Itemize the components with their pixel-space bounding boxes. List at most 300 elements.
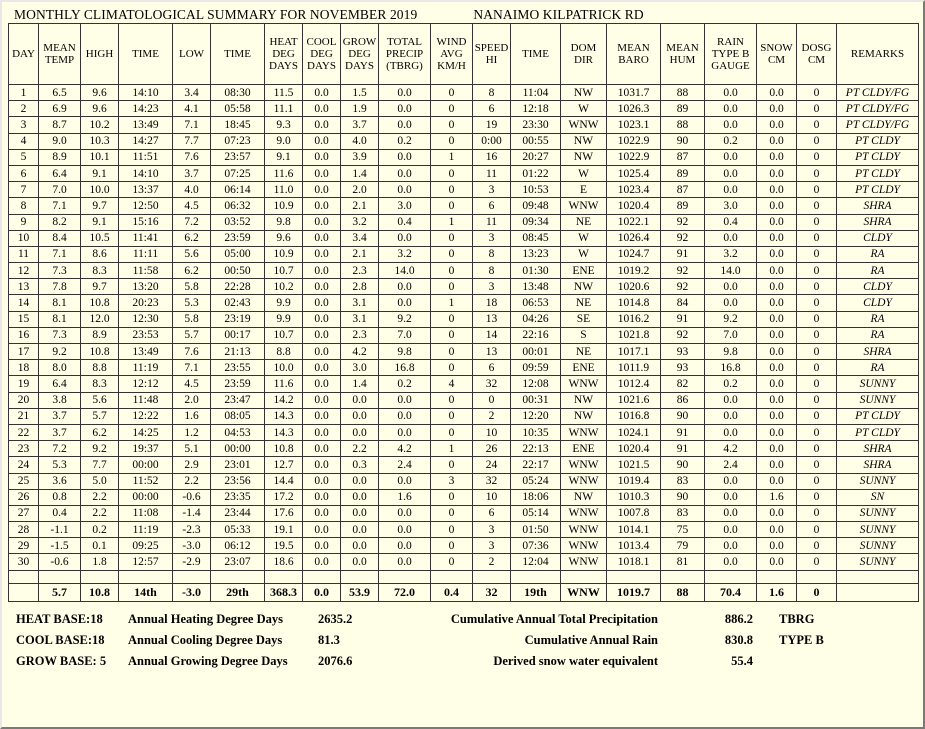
cell-domdir: NE — [561, 344, 607, 360]
cell-low: 2.0 — [173, 392, 211, 408]
total-time3: 19th — [511, 583, 561, 601]
table-row — [9, 133, 919, 149]
cell-baro: 1007.8 — [607, 505, 661, 521]
cell-snow: 0.0 — [757, 327, 797, 343]
column-header-speed — [473, 24, 511, 85]
spacer-cell — [9, 570, 39, 583]
cell-time1: 13:49 — [119, 344, 173, 360]
cell-mean: 7.1 — [39, 198, 81, 214]
cell-remarks: PT CLDY — [837, 424, 919, 440]
cell-time3: 04:26 — [511, 311, 561, 327]
cell-heat: 9.6 — [265, 230, 303, 246]
cell-time3: 01:50 — [511, 522, 561, 538]
cell-cool: 0.0 — [303, 554, 341, 570]
cell-day: 28 — [9, 522, 39, 538]
cell-baro: 1013.4 — [607, 538, 661, 554]
cell-hum: 83 — [661, 505, 705, 521]
cell-grow: 3.7 — [341, 117, 379, 133]
cell-low: 5.7 — [173, 327, 211, 343]
cell-low: 5.6 — [173, 246, 211, 262]
cell-speed: 8 — [473, 246, 511, 262]
cell-wind: 1 — [431, 295, 473, 311]
cell-grow: 2.1 — [341, 246, 379, 262]
cell-heat: 11.6 — [265, 165, 303, 181]
cell-grow: 4.2 — [341, 344, 379, 360]
cell-time1: 12:12 — [119, 376, 173, 392]
cell-remarks: PT CLDY — [837, 165, 919, 181]
cell-snow: 0.0 — [757, 230, 797, 246]
cell-low: 1.2 — [173, 424, 211, 440]
cell-precip: 0.2 — [379, 133, 431, 149]
cell-time2: 03:52 — [211, 214, 265, 230]
table-row — [9, 473, 919, 489]
cell-day: 14 — [9, 295, 39, 311]
column-header-line: MEAN — [617, 41, 650, 54]
cell-time2: 23:59 — [211, 376, 265, 392]
cell-baro: 1011.9 — [607, 360, 661, 376]
header-row — [9, 24, 919, 85]
cell-baro: 1021.6 — [607, 392, 661, 408]
cell-precip: 16.8 — [379, 360, 431, 376]
spacer-cell — [561, 570, 607, 583]
cell-baro: 1026.4 — [607, 230, 661, 246]
cell-hum: 91 — [661, 441, 705, 457]
cell-rain: 0.0 — [705, 554, 757, 570]
cell-domdir: WNW — [561, 457, 607, 473]
cell-day: 24 — [9, 457, 39, 473]
cell-remarks: CLDY — [837, 230, 919, 246]
cell-hum: 93 — [661, 344, 705, 360]
cell-wind: 0 — [431, 182, 473, 198]
cell-snow: 0.0 — [757, 473, 797, 489]
cell-grow: 1.5 — [341, 85, 379, 101]
cell-high: 10.0 — [81, 182, 119, 198]
cell-hum: 89 — [661, 101, 705, 117]
cell-speed: 11 — [473, 165, 511, 181]
cell-domdir: WNW — [561, 522, 607, 538]
cell-day: 15 — [9, 311, 39, 327]
cell-rain: 0.0 — [705, 182, 757, 198]
cell-rain: 0.0 — [705, 538, 757, 554]
cell-rain: 0.2 — [705, 133, 757, 149]
cell-dosg: 0 — [797, 473, 837, 489]
cell-wind: 0 — [431, 344, 473, 360]
cell-precip: 0.0 — [379, 522, 431, 538]
cell-grow: 3.0 — [341, 360, 379, 376]
cell-mean: 3.7 — [39, 408, 81, 424]
cell-high: 9.7 — [81, 279, 119, 295]
cell-mean: 8.9 — [39, 149, 81, 165]
title-text: MONTHLY CLIMATOLOGICAL SUMMARY FOR NOVEMBER 2019 — [14, 7, 418, 22]
total-speed: 32 — [473, 583, 511, 601]
cell-time2: 05:58 — [211, 101, 265, 117]
cell-baro: 1023.1 — [607, 117, 661, 133]
spacer-cell — [511, 570, 561, 583]
cell-dosg: 0 — [797, 133, 837, 149]
spacer-row — [9, 570, 919, 583]
cell-heat: 14.2 — [265, 392, 303, 408]
cell-baro: 1025.4 — [607, 165, 661, 181]
cell-cool: 0.0 — [303, 279, 341, 295]
cell-precip: 9.2 — [379, 311, 431, 327]
cell-precip: 0.0 — [379, 85, 431, 101]
totals-row — [9, 583, 919, 601]
cell-heat: 14.4 — [265, 473, 303, 489]
cell-hum: 93 — [661, 360, 705, 376]
table-row — [9, 538, 919, 554]
cell-dosg: 0 — [797, 441, 837, 457]
cell-domdir: NE — [561, 295, 607, 311]
cell-hum: 81 — [661, 554, 705, 570]
cell-mean: 7.3 — [39, 263, 81, 279]
column-header-line: PRECIP — [385, 47, 424, 60]
cell-low: -1.4 — [173, 505, 211, 521]
spacer-cell — [705, 570, 757, 583]
cell-time1: 11:11 — [119, 246, 173, 262]
cell-snow: 0.0 — [757, 101, 797, 117]
cell-domdir: ENE — [561, 263, 607, 279]
cell-high: 10.5 — [81, 230, 119, 246]
cell-speed: 6 — [473, 101, 511, 117]
cell-hum: 90 — [661, 489, 705, 505]
cell-domdir: NW — [561, 133, 607, 149]
cell-high: 0.1 — [81, 538, 119, 554]
cell-dosg: 0 — [797, 538, 837, 554]
cell-time3: 05:24 — [511, 473, 561, 489]
cell-heat: 10.9 — [265, 198, 303, 214]
cell-precip: 3.0 — [379, 198, 431, 214]
cell-wind: 0 — [431, 198, 473, 214]
cell-remarks: RA — [837, 311, 919, 327]
column-header-heat — [265, 24, 303, 85]
cell-wind: 0 — [431, 505, 473, 521]
cell-time3: 00:55 — [511, 133, 561, 149]
column-header-wind — [431, 24, 473, 85]
cell-hum: 82 — [661, 376, 705, 392]
cell-day: 18 — [9, 360, 39, 376]
column-header-time3 — [511, 24, 561, 85]
cell-time2: 08:30 — [211, 85, 265, 101]
column-header-line: DEG — [348, 47, 371, 60]
cell-cool: 0.0 — [303, 344, 341, 360]
cell-cool: 0.0 — [303, 182, 341, 198]
cell-remarks: PT CLDY — [837, 149, 919, 165]
cell-time2: 06:12 — [211, 538, 265, 554]
cell-time1: 12:30 — [119, 311, 173, 327]
cell-precip: 0.4 — [379, 214, 431, 230]
cell-hum: 89 — [661, 198, 705, 214]
table-row — [9, 214, 919, 230]
cell-rain: 0.0 — [705, 149, 757, 165]
cell-speed: 32 — [473, 473, 511, 489]
spacer-cell — [81, 570, 119, 583]
cell-speed: 3 — [473, 230, 511, 246]
cell-time1: 11:48 — [119, 392, 173, 408]
cell-rain: 3.0 — [705, 198, 757, 214]
cell-rain: 0.0 — [705, 279, 757, 295]
cell-low: 6.2 — [173, 230, 211, 246]
cell-rain: 0.0 — [705, 489, 757, 505]
cell-rain: 9.2 — [705, 311, 757, 327]
cell-precip: 0.0 — [379, 165, 431, 181]
cell-time2: 23:47 — [211, 392, 265, 408]
cell-time3: 10:53 — [511, 182, 561, 198]
cell-wind: 0 — [431, 489, 473, 505]
cell-mean: 7.0 — [39, 182, 81, 198]
cell-baro: 1010.3 — [607, 489, 661, 505]
cell-rain: 0.2 — [705, 376, 757, 392]
cell-speed: 32 — [473, 376, 511, 392]
cell-low: 4.5 — [173, 376, 211, 392]
column-header-domdir — [561, 24, 607, 85]
cell-rain: 3.2 — [705, 246, 757, 262]
cell-time1: 15:16 — [119, 214, 173, 230]
cell-heat: 11.6 — [265, 376, 303, 392]
total-snow: 1.6 — [757, 583, 797, 601]
cell-dosg: 0 — [797, 360, 837, 376]
cell-snow: 0.0 — [757, 538, 797, 554]
cell-time2: 23:35 — [211, 489, 265, 505]
table-row — [9, 311, 919, 327]
column-header-baro — [607, 24, 661, 85]
cell-day: 21 — [9, 408, 39, 424]
cell-baro: 1020.4 — [607, 198, 661, 214]
cell-snow: 0.0 — [757, 295, 797, 311]
cell-grow: 0.0 — [341, 408, 379, 424]
cell-high: 8.9 — [81, 327, 119, 343]
cell-time3: 12:04 — [511, 554, 561, 570]
cell-time2: 00:17 — [211, 327, 265, 343]
cell-time1: 12:57 — [119, 554, 173, 570]
cell-mean: 8.7 — [39, 117, 81, 133]
column-header-line: TEMP — [44, 54, 75, 66]
cell-precip: 0.0 — [379, 538, 431, 554]
cell-wind: 0 — [431, 327, 473, 343]
cell-cool: 0.0 — [303, 214, 341, 230]
table-row — [9, 457, 919, 473]
cell-speed: 0 — [473, 392, 511, 408]
cell-precip: 4.2 — [379, 441, 431, 457]
cell-domdir: ENE — [561, 441, 607, 457]
cell-dosg: 0 — [797, 344, 837, 360]
spacer-cell — [797, 570, 837, 583]
cell-time3: 00:31 — [511, 392, 561, 408]
cell-speed: 13 — [473, 311, 511, 327]
cell-low: 7.1 — [173, 360, 211, 376]
cell-cool: 0.0 — [303, 311, 341, 327]
cell-time3: 11:04 — [511, 85, 561, 101]
cell-baro: 1021.8 — [607, 327, 661, 343]
cell-speed: 3 — [473, 279, 511, 295]
cell-high: 10.8 — [81, 295, 119, 311]
cell-wind: 0 — [431, 311, 473, 327]
cell-baro: 1018.1 — [607, 554, 661, 570]
cell-day: 8 — [9, 198, 39, 214]
cell-hum: 88 — [661, 117, 705, 133]
cell-day: 20 — [9, 392, 39, 408]
cell-grow: 2.3 — [341, 263, 379, 279]
snow-water-label: Derived snow water equivalent — [493, 653, 658, 668]
cell-time2: 07:23 — [211, 133, 265, 149]
column-header-line: DEG — [272, 47, 295, 60]
cell-heat: 10.0 — [265, 360, 303, 376]
total-rain: 70.4 — [705, 583, 757, 601]
cell-cool: 0.0 — [303, 360, 341, 376]
cumulative-precip-label: Cumulative Annual Total Precipitation — [450, 611, 658, 626]
annual-cooling-value: 81.3 — [318, 632, 340, 647]
cell-snow: 0.0 — [757, 376, 797, 392]
cell-mean: 3.7 — [39, 424, 81, 440]
total-mean: 5.7 — [39, 583, 81, 601]
cell-baro: 1022.1 — [607, 214, 661, 230]
cell-domdir: WNW — [561, 117, 607, 133]
cell-low: 6.2 — [173, 263, 211, 279]
cell-dosg: 0 — [797, 182, 837, 198]
cell-wind: 3 — [431, 473, 473, 489]
cell-baro: 1020.4 — [607, 441, 661, 457]
cell-wind: 0 — [431, 101, 473, 117]
cell-high: 12.0 — [81, 311, 119, 327]
column-header-line: SNOW — [760, 41, 793, 54]
cell-hum: 90 — [661, 408, 705, 424]
cell-low: 4.0 — [173, 182, 211, 198]
cell-domdir: WNW — [561, 424, 607, 440]
cell-day: 29 — [9, 538, 39, 554]
cell-day: 19 — [9, 376, 39, 392]
cell-high: 10.1 — [81, 149, 119, 165]
footer-line-grow — [16, 654, 917, 675]
cell-low: 2.9 — [173, 457, 211, 473]
cell-snow: 0.0 — [757, 279, 797, 295]
cell-time2: 08:05 — [211, 408, 265, 424]
cell-dosg: 0 — [797, 295, 837, 311]
cell-day: 30 — [9, 554, 39, 570]
column-header-line: RAIN — [717, 35, 744, 48]
cell-time1: 11:08 — [119, 505, 173, 521]
cell-speed: 0:00 — [473, 133, 511, 149]
cell-cool: 0.0 — [303, 133, 341, 149]
cell-precip: 0.0 — [379, 230, 431, 246]
cumulative-rain-value: 830.8 — [724, 632, 753, 647]
cell-wind: 0 — [431, 360, 473, 376]
cell-time2: 21:13 — [211, 344, 265, 360]
cell-precip: 0.0 — [379, 117, 431, 133]
cell-heat: 19.1 — [265, 522, 303, 538]
cell-time3: 22:16 — [511, 327, 561, 343]
cell-high: 2.2 — [81, 489, 119, 505]
cell-dosg: 0 — [797, 392, 837, 408]
cell-day: 3 — [9, 117, 39, 133]
footer-notes — [8, 612, 917, 675]
column-header-line: HI — [485, 54, 498, 66]
cell-mean: 6.4 — [39, 165, 81, 181]
table-row — [9, 149, 919, 165]
cell-precip: 2.4 — [379, 457, 431, 473]
cell-heat: 9.3 — [265, 117, 303, 133]
cell-cool: 0.0 — [303, 408, 341, 424]
cell-high: 7.7 — [81, 457, 119, 473]
cell-heat: 10.7 — [265, 263, 303, 279]
snow-water-value: 55.4 — [731, 653, 753, 668]
cell-low: 7.2 — [173, 214, 211, 230]
spacer-cell — [211, 570, 265, 583]
spacer-cell — [39, 570, 81, 583]
cell-high: 9.2 — [81, 441, 119, 457]
total-precip: 72.0 — [379, 583, 431, 601]
cell-time3: 01:22 — [511, 165, 561, 181]
cell-cool: 0.0 — [303, 489, 341, 505]
cell-day: 16 — [9, 327, 39, 343]
cell-snow: 0.0 — [757, 392, 797, 408]
cell-high: 5.6 — [81, 392, 119, 408]
cell-remarks: SUNNY — [837, 538, 919, 554]
cell-domdir: WNW — [561, 473, 607, 489]
cell-wind: 1 — [431, 214, 473, 230]
cell-remarks: PT CLDY/FG — [837, 101, 919, 117]
cell-mean: 7.1 — [39, 246, 81, 262]
cell-baro: 1016.2 — [607, 311, 661, 327]
column-header-line: TOTAL — [387, 35, 422, 48]
column-header-line: DAY — [12, 47, 35, 60]
table-body — [9, 85, 919, 602]
table-header — [9, 24, 919, 85]
cell-dosg: 0 — [797, 554, 837, 570]
cell-low: 5.8 — [173, 311, 211, 327]
table-row — [9, 376, 919, 392]
column-header-line: SPEED — [474, 41, 509, 54]
cell-time3: 22:17 — [511, 457, 561, 473]
cell-wind: 0 — [431, 117, 473, 133]
column-header-line: KM/H — [437, 60, 466, 73]
cell-heat: 9.9 — [265, 295, 303, 311]
cell-domdir: W — [561, 101, 607, 117]
cell-hum: 84 — [661, 295, 705, 311]
column-header-line: AVG — [440, 47, 463, 60]
cell-mean: 9.2 — [39, 344, 81, 360]
annual-heating-value: 2635.2 — [318, 611, 353, 626]
cell-time1: 12:50 — [119, 198, 173, 214]
cell-cool: 0.0 — [303, 263, 341, 279]
total-grow: 53.9 — [341, 583, 379, 601]
cell-remarks: PT CLDY — [837, 133, 919, 149]
cell-high: 9.6 — [81, 101, 119, 117]
cell-rain: 0.0 — [705, 392, 757, 408]
table-row — [9, 101, 919, 117]
total-hum: 88 — [661, 583, 705, 601]
cell-heat: 10.8 — [265, 441, 303, 457]
cell-snow: 0.0 — [757, 263, 797, 279]
cell-time3: 09:34 — [511, 214, 561, 230]
column-header-line: MEAN — [666, 41, 699, 54]
cell-baro: 1031.7 — [607, 85, 661, 101]
column-header-line: TYPE B — [711, 47, 750, 60]
cell-wind: 4 — [431, 376, 473, 392]
cell-hum: 91 — [661, 311, 705, 327]
cell-time1: 11:58 — [119, 263, 173, 279]
column-header-line: HUM — [669, 54, 696, 66]
cell-low: 7.7 — [173, 133, 211, 149]
column-header-line: DOSG — [801, 41, 832, 54]
cell-time2: 23:57 — [211, 149, 265, 165]
cell-rain: 9.8 — [705, 344, 757, 360]
cell-remarks: SHRA — [837, 441, 919, 457]
cell-speed: 8 — [473, 85, 511, 101]
column-header-line: GROW — [342, 35, 377, 48]
cell-cool: 0.0 — [303, 473, 341, 489]
cell-low: 1.6 — [173, 408, 211, 424]
cell-cool: 0.0 — [303, 376, 341, 392]
cell-wind: 0 — [431, 408, 473, 424]
